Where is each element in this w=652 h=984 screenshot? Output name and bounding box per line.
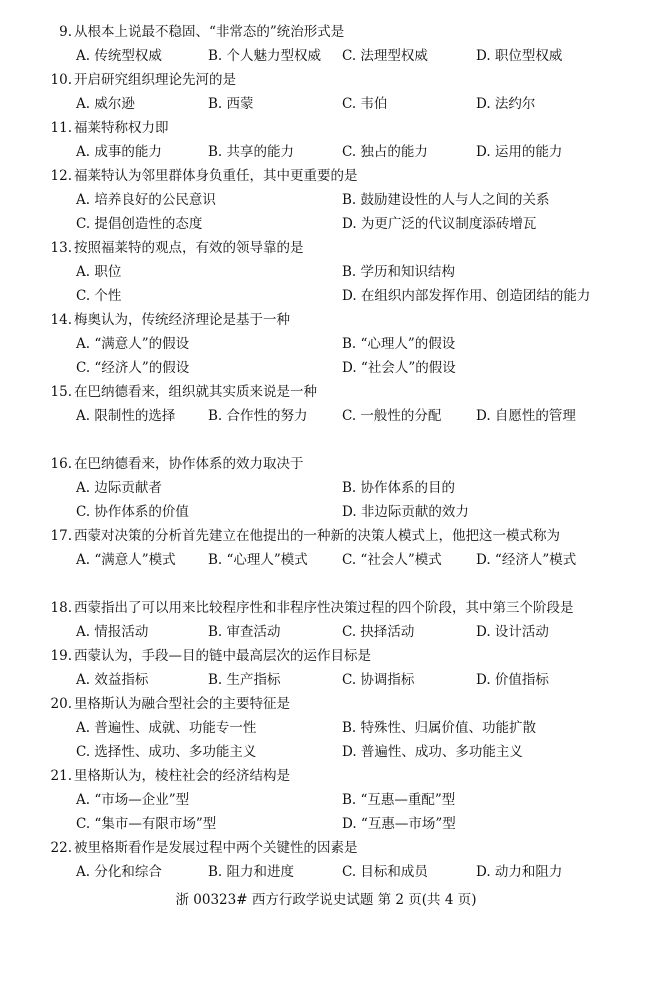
option-d: D. “经济人”模式	[476, 552, 577, 568]
question-text: 西蒙认为，手段—目的链中最高层次的运作目标是	[74, 648, 371, 664]
question-number: 14.	[50, 312, 72, 328]
option-b: B. 鼓励建设性的人与人之间的关系	[342, 192, 550, 208]
option-a: A. 威尔逊	[76, 96, 135, 112]
question-text: 从根本上说最不稳固、“非常态的”统治形式是	[74, 24, 345, 40]
question-stem	[42, 70, 236, 90]
option-a: A. 培养良好的公民意识	[76, 192, 216, 208]
option-c: C. 独占的能力	[342, 144, 428, 160]
question-number: 12.	[50, 168, 72, 184]
question-stem	[42, 766, 290, 786]
question-text: 被里格斯看作是发展过程中两个关键性的因素是	[74, 840, 358, 856]
option-b: B. 合作性的努力	[208, 408, 308, 424]
option-d: D. 设计活动	[476, 624, 549, 640]
question-text: 在巴纳德看来，协作体系的效力取决于	[74, 456, 304, 472]
question-stem	[42, 22, 344, 42]
option-c: C. 提倡创造性的态度	[76, 216, 203, 232]
question-number: 9.	[59, 24, 72, 40]
question-stem	[42, 238, 304, 258]
question-text: 开启研究组织理论先河的是	[74, 72, 236, 88]
option-c: C. 抉择活动	[342, 624, 415, 640]
question-stem	[42, 694, 290, 714]
option-c: C. 韦伯	[342, 96, 388, 112]
option-b: B. 个人魅力型权威	[208, 48, 322, 64]
option-d: D. 价值指标	[476, 672, 549, 688]
option-d: D. 动力和阻力	[476, 864, 563, 880]
option-d: D. 运用的能力	[476, 144, 563, 160]
option-c: C. 协调指标	[342, 672, 415, 688]
question-number: 16.	[50, 456, 72, 472]
question-number: 11.	[50, 120, 72, 136]
question-number: 20.	[50, 696, 72, 712]
option-c: C. 目标和成员	[342, 864, 428, 880]
page-footer: 浙 00323# 西方行政学说史试题 第 2 页(共 4 页)	[175, 892, 477, 908]
question-number: 10.	[50, 72, 72, 88]
option-a: A. “满意人”的假设	[76, 336, 190, 352]
question-text: 福莱特认为邻里群体身负重任，其中更重要的是	[74, 168, 358, 184]
option-b: B. 共享的能力	[208, 144, 295, 160]
option-d: D. 职位型权威	[476, 48, 563, 64]
question-stem	[42, 598, 574, 618]
option-a: A. 分化和综合	[76, 864, 162, 880]
option-b: B. 特殊性、归属价值、功能扩散	[342, 720, 537, 736]
option-b: B. “心理人”模式	[208, 552, 308, 568]
question-text: 里格斯认为，棱柱社会的经济结构是	[74, 768, 290, 784]
question-text: 梅奥认为，传统经济理论是基于一种	[74, 312, 290, 328]
question-stem	[42, 454, 304, 474]
question-stem	[42, 526, 560, 546]
option-b: B. “互惠—重配”型	[342, 792, 456, 808]
question-stem	[42, 382, 317, 402]
question-number: 21.	[50, 768, 72, 784]
question-text: 在巴纳德看来，组织就其实质来说是一种	[74, 384, 317, 400]
option-b: B. 西蒙	[208, 96, 254, 112]
question-number: 18.	[50, 600, 72, 616]
option-a: A. “满意人”模式	[76, 552, 176, 568]
option-c: C. 一般性的分配	[342, 408, 442, 424]
option-a: A. 传统型权威	[76, 48, 162, 64]
option-d: D. “互惠—市场”型	[342, 816, 456, 832]
option-c: C. 法理型权威	[342, 48, 428, 64]
option-b: B. “心理人”的假设	[342, 336, 456, 352]
option-d: D. 法约尔	[476, 96, 536, 112]
option-d: D. 普遍性、成功、多功能主义	[342, 744, 523, 760]
question-text: 里格斯认为融合型社会的主要特征是	[74, 696, 290, 712]
option-d: D. 非边际贡献的效力	[342, 504, 469, 520]
question-number: 15.	[50, 384, 72, 400]
option-b: B. 阻力和进度	[208, 864, 295, 880]
option-b: B. 生产指标	[208, 672, 281, 688]
question-stem	[42, 838, 358, 858]
option-a: A. 情报活动	[76, 624, 149, 640]
question-text: 西蒙指出了可以用来比较程序性和非程序性决策过程的四个阶段，其中第三个阶段是	[74, 600, 574, 616]
option-a: A. 限制性的选择	[76, 408, 176, 424]
option-c: C. 个性	[76, 288, 122, 304]
option-a: A. 成事的能力	[76, 144, 162, 160]
question-number: 17.	[50, 528, 72, 544]
option-a: A. 效益指标	[76, 672, 149, 688]
question-stem	[42, 310, 290, 330]
option-c: C. “集市—有限市场”型	[76, 816, 217, 832]
option-c: C. 协作体系的价值	[76, 504, 189, 520]
question-text: 西蒙对决策的分析首先建立在他提出的一种新的决策人模式上，他把这一模式称为	[74, 528, 560, 544]
option-a: A. 职位	[76, 264, 122, 280]
question-stem	[42, 646, 371, 666]
option-c: C. “社会人”模式	[342, 552, 442, 568]
option-a: A. “市场—企业”型	[76, 792, 190, 808]
option-d: D. “社会人”的假设	[342, 360, 456, 376]
option-c: C. 选择性、成功、多功能主义	[76, 744, 257, 760]
option-b: B. 协作体系的目的	[342, 480, 456, 496]
question-number: 22.	[50, 840, 72, 856]
question-number: 13.	[50, 240, 72, 256]
option-b: B. 审查活动	[208, 624, 281, 640]
option-d: D. 为更广泛的代议制度添砖增瓦	[342, 216, 537, 232]
option-c: C. “经济人”的假设	[76, 360, 190, 376]
question-stem	[42, 118, 169, 138]
question-stem	[42, 166, 358, 186]
option-b: B. 学历和知识结构	[342, 264, 456, 280]
option-d: D. 自愿性的管理	[476, 408, 576, 424]
question-text: 按照福莱特的观点，有效的领导靠的是	[74, 240, 304, 256]
option-d: D. 在组织内部发挥作用、创造团结的能力	[342, 288, 591, 304]
option-a: A. 普遍性、成就、功能专一性	[76, 720, 257, 736]
question-text: 福莱特称权力即	[74, 120, 169, 136]
option-a: A. 边际贡献者	[76, 480, 162, 496]
question-number: 19.	[50, 648, 72, 664]
